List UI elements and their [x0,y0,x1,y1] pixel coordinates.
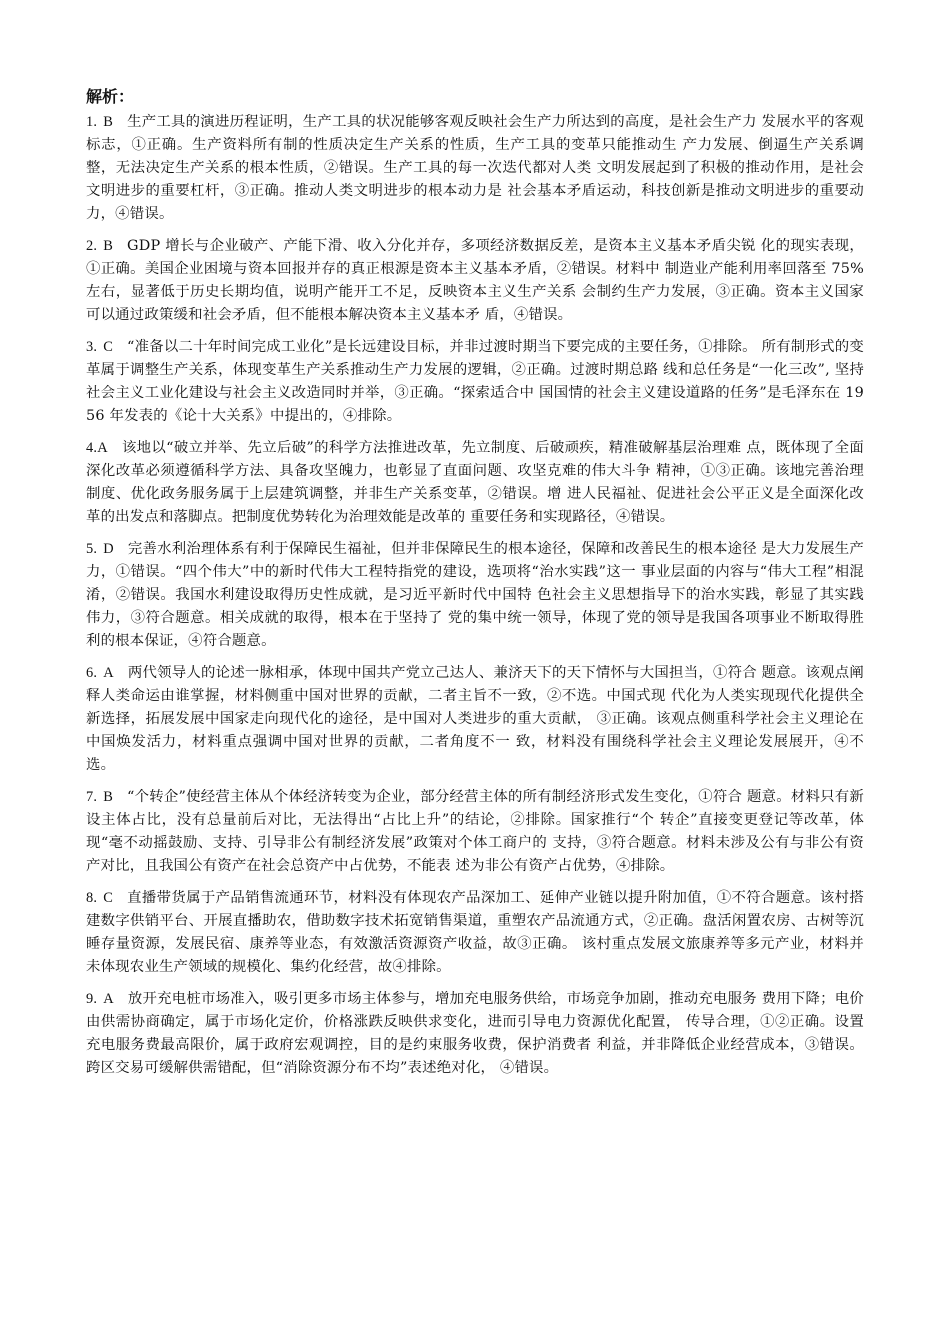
answer-item-7 [86,786,864,878]
answer-item-2 [86,235,864,327]
answer-item-3 [86,336,864,428]
answer-explanation: “个转企”使经营主体从个体经济转变为企业，部分经营主体的所有制经济形式发生变化，①符合 题意。材料只有新设主体占比，没有总量前后对比，无法得出“占比上升”的结论，②排除。国家推行“个 转企”直接变更登记等改革，体现“毫不动摇鼓励、支持、引导非公有制经济发展”政策对个体工商户的 支持，③符合题意。材料未涉及公有与非公有资产对比，且我国公有资产在社会总资产中占优势，不能表 述为非公有资产占优势，④排除。 [86,789,864,874]
answer-item-5 [86,538,864,653]
answer-item-4 [86,437,864,529]
answer-option: A [103,665,114,681]
answer-number: 7. [86,789,98,805]
answer-item-8 [86,887,864,979]
answer-item-6 [86,662,864,777]
analysis-heading: 解析： [86,87,135,106]
answer-option: D [103,541,114,557]
answer-explanation: 两代领导人的论述一脉相承，体现中国共产党立己达人、兼济天下的天下情怀与大国担当，①符合 题意。该观点阐释人类命运由谁掌握，材料侧重中国对世界的贡献，二者主旨不一致，②不选。中国式现 代化为人类实现现代化提供全新选择，拓展发展中国家走向现代化的途径，是中国对人类进步的重大贡献， ③正确。该观点侧重科学社会主义理论在中国焕发活力，材料重点强调中国对世界的贡献，二者角度不一 致，材料没有围绕科学社会主义理论发展展开，④不选。 [86,665,864,773]
answer-option: B [103,114,114,130]
answer-number: 1. [86,114,98,130]
answer-explanation: “准备以二十年时间完成工业化”是长远建设目标，并非过渡时期当下要完成的主要任务，①排除。 所有制形式的变革属于调整生产关系，体现变革生产关系推动生产力发展的逻辑，②正确。过渡时期总路 线和总任务是“一化三改”, 坚持社会主义工业化建设与社会主义改造同时并举，③正确。“探索适合中 国国情的社会主义建设道路的任务”是毛泽东在 1956 年发表的《论十大关系》中提出的，④排除。 [86,339,864,424]
answer-option: B [103,238,114,254]
answer-number: 4.A [86,440,108,456]
answer-number: 8. [86,890,98,906]
answer-number: 3. [86,339,98,355]
answer-explanation: 该地以“破立并举、先立后破”的科学方法推进改革，先立制度、后破顽疾，精准破解基层治理难 点，既体现了全面深化改革必须遵循科学方法、具备攻坚魄力，也彰显了直面问题、攻坚克难的伟大斗争 精神，①③正确。该地完善治理制度、优化政务服务属于上层建筑调整，并非生产关系变革，②错误。增 进人民福祉、促进社会公平正义是全面深化改革的出发点和落脚点。把制度优势转化为治理效能是改革的 重要任务和实现路径，④错误。 [86,440,864,525]
answer-number: 5. [86,541,98,557]
answer-explanation: 直播带货属于产品销售流通环节，材料没有体现农产品深加工、延伸产业链以提升附加值，①不符合题意。该村搭建数字供销平台、开展直播助农，借助数字技术拓宽销售渠道，重塑农产品流通方式，②正确。盘活闲置农房、古树等沉睡存量资源，发展民宿、康养等业态，有效激活资源资产收益，故③正确。 该村重点发展文旅康养等多元产业，材料并未体现农业生产领域的规模化、集约化经营，故④排除。 [86,890,864,975]
answer-number: 6. [86,665,98,681]
answer-option: B [103,789,114,805]
answer-option: C [103,890,114,906]
answer-item-1 [86,111,864,226]
answer-explanation: 放开充电桩市场准入，吸引更多市场主体参与，增加充电服务供给，市场竞争加剧，推动充电服务 费用下降；电价由供需协商确定，属于市场化定价，价格涨跌反映供求变化，进而引导电力资源优化配置， 传导合理，①②正确。设置充电服务费最高限价，属于政府宏观调控，目的是约束服务收费，保护消费者 利益，并非降低企业经营成本，③错误。跨区交易可缓解供需错配，但“消除资源分布不均”表述绝对化， ④错误。 [86,991,864,1076]
answer-option: A [103,991,114,1007]
answer-explanation: GDP 增长与企业破产、产能下滑、收入分化并存，多项经济数据反差，是资本主义基本矛盾尖锐 化的现实表现，①正确。美国企业困境与资本回报并存的真正根源是资本主义基本矛盾，②错误。材料中 制造业产能利用率回落至 75%左右，显著低于历史长期均值，说明产能开工不足，反映资本主义生产关系 会制约生产力发展，③正确。资本主义国家可以通过政策缓和社会矛盾，但不能根本解决资本主义基本矛 盾，④错误。 [86,238,864,323]
answer-number: 2. [86,238,98,254]
answer-number: 9. [86,991,98,1007]
answer-item-9 [86,988,864,1080]
answer-option: C [103,339,114,355]
analysis-document [86,86,864,1089]
answer-explanation: 完善水利治理体系有利于保障民生福祉，但并非保障民生的根本途径，保障和改善民生的根本途径 是大力发展生产力，①错误。“四个伟大”中的新时代伟大工程特指党的建设，选项将“治水实践”这一 事业层面的内容与“伟大工程”相混淆，②错误。我国水利建设取得历史性成就，是习近平新时代中国特 色社会主义思想指导下的治水实践，彰显了其实践伟力，③符合题意。相关成就的取得，根本在于坚持了 党的集中统一领导，体现了党的领导是我国各项事业不断取得胜利的根本保证，④符合题意。 [86,541,864,649]
answer-explanation: 生产工具的演进历程证明，生产工具的状况能够客观反映社会生产力所达到的高度，是社会生产力 发展水平的客观标志，①正确。生产资料所有制的性质决定生产关系的性质，生产工具的变革只能推动生 产力发展、倒逼生产关系调整，无法决定生产关系的根本性质，②错误。生产工具的每一次迭代都对人类 文明发展起到了积极的推动作用，是社会文明进步的重要杠杆，③正确。推动人类文明进步的根本动力是 社会基本矛盾运动，科技创新是推动文明进步的重要动力，④错误。 [86,114,864,222]
